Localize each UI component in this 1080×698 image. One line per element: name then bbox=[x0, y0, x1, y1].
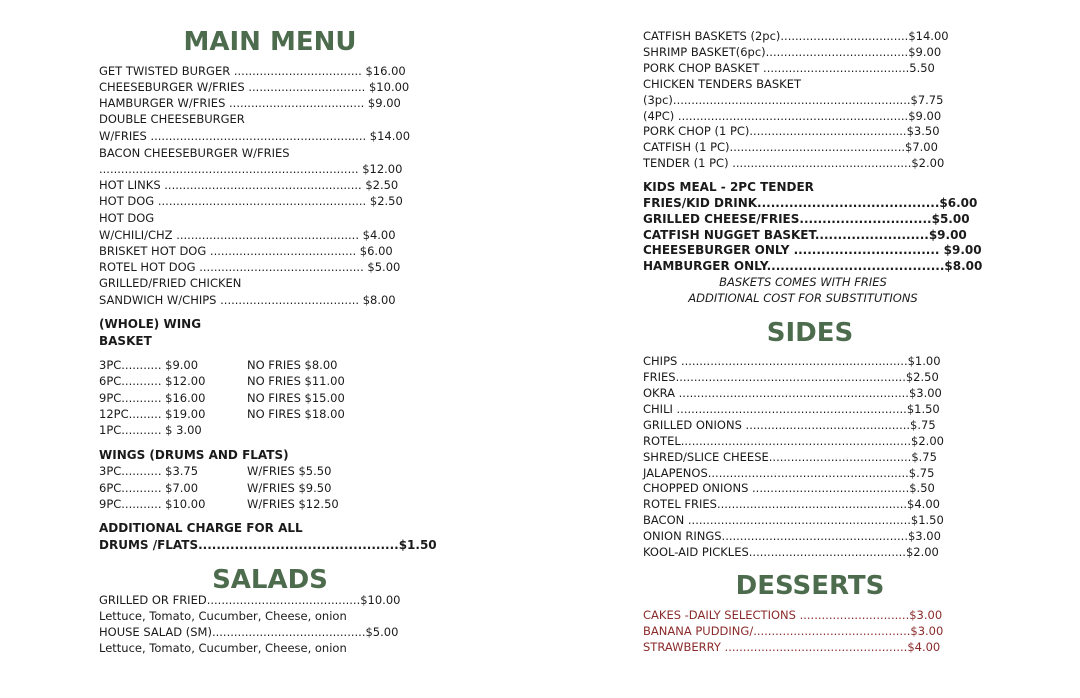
side-item: GRILLED ONIONS .............................................$.75 bbox=[643, 418, 936, 432]
basket-item: CATFISH BASKETS (2pc)...................................$14.00 bbox=[643, 29, 949, 43]
side-item: CHILI ...............................................................$1.50 bbox=[643, 402, 940, 416]
sides-heading: SIDES bbox=[766, 318, 854, 348]
menu-item: HOT DOG ......................................................... $2.50 bbox=[99, 194, 403, 208]
wing-price: 12PC......... $19.00 bbox=[99, 407, 206, 421]
whole-wing-title: BASKET bbox=[99, 334, 152, 348]
wing-price-no-fries: NO FIRES $18.00 bbox=[247, 407, 345, 421]
side-item: FRIES...............................................................$2.50 bbox=[643, 370, 939, 384]
kids-meal-item: CHEESEBURGER ONLY ................................ $9.00 bbox=[643, 243, 982, 257]
wing-price: 1PC........... $ 3.00 bbox=[99, 423, 202, 437]
side-item: SHRED/SLICE CHEESE.......................................$.75 bbox=[643, 450, 937, 464]
basket-item: CATFISH (1 PC)................................................$7.00 bbox=[643, 140, 938, 154]
note-text: BASKETS COMES WITH FRIES bbox=[719, 275, 887, 289]
note-text: ADDITIONAL COST FOR SUBSTITUTIONS bbox=[688, 291, 918, 305]
basket-item: (4PC) ...............................................................$9.00 bbox=[643, 109, 942, 123]
basket-item: PORK CHOP BASKET ........................................5.50 bbox=[643, 61, 935, 75]
wing-price-with-fries: W/FRIES $9.50 bbox=[247, 481, 332, 495]
salad-description: Lettuce, Tomato, Cucumber, Cheese, onion bbox=[99, 609, 347, 623]
wing-price-no-fries: NO FIRES $15.00 bbox=[247, 391, 345, 405]
kids-meal-item: GRILLED CHEESE/FRIES.............................$5.00 bbox=[643, 212, 970, 226]
salad-item: HOUSE SALAD (SM)..........................................$5.00 bbox=[99, 625, 399, 639]
side-item: CHIPS ..............................................................$1.00 bbox=[643, 354, 941, 368]
wing-price: 6PC........... $12.00 bbox=[99, 374, 206, 388]
kids-meal-title: KIDS MEAL - 2PC TENDER bbox=[643, 180, 814, 194]
wing-price: 3PC........... $9.00 bbox=[99, 358, 199, 372]
basket-item: (3pc).................................................................$7.75 bbox=[643, 93, 944, 107]
additional-charge-text: ADDITIONAL CHARGE FOR ALL bbox=[99, 521, 303, 535]
menu-item: BRISKET HOT DOG ........................................ $6.00 bbox=[99, 244, 393, 258]
wing-price: 9PC........... $16.00 bbox=[99, 391, 206, 405]
menu-item: HOT LINKS ...................................................... $2.50 bbox=[99, 178, 399, 192]
side-item: OKRA ...............................................................$3.00 bbox=[643, 386, 942, 400]
menu-item: GRILLED/FRIED CHICKEN bbox=[99, 276, 242, 290]
dessert-item: BANANA PUDDING/...........................................$3.00 bbox=[643, 624, 944, 638]
dessert-item: CAKES -DAILY SELECTIONS ..............................$3.00 bbox=[643, 608, 943, 622]
side-item: BACON .............................................................$1.50 bbox=[643, 513, 944, 527]
basket-item: PORK CHOP (1 PC)...........................................$3.50 bbox=[643, 124, 940, 138]
wing-price-with-fries: W/FRIES $5.50 bbox=[247, 464, 332, 478]
side-item: KOOL-AID PICKLES...........................................$2.00 bbox=[643, 545, 939, 559]
kids-meal-item: CATFISH NUGGET BASKET.........................$9.00 bbox=[643, 228, 967, 242]
basket-item: CHICKEN TENDERS BASKET bbox=[643, 77, 802, 91]
menu-item: ....................................................................... $12.00 bbox=[99, 162, 403, 176]
menu-item: DOUBLE CHEESEBURGER bbox=[99, 112, 245, 126]
wing-price: 6PC........... $7.00 bbox=[99, 481, 199, 495]
menu-item: SANDWICH W/CHIPS ...................................... $8.00 bbox=[99, 293, 396, 307]
menu-item: HOT DOG bbox=[99, 211, 155, 225]
wing-price-no-fries: NO FRIES $11.00 bbox=[247, 374, 345, 388]
salads-heading: SALADS bbox=[212, 565, 328, 595]
kids-meal-item: HAMBURGER ONLY.......................................$8.00 bbox=[643, 259, 983, 273]
menu-item: W/FRIES ........................................................... $14.00 bbox=[99, 129, 411, 143]
whole-wing-title: (WHOLE) WING bbox=[99, 317, 202, 331]
wing-price: 3PC........... $3.75 bbox=[99, 464, 199, 478]
side-item: ROTEL...............................................................$2.00 bbox=[643, 434, 944, 448]
wing-price-with-fries: W/FRIES $12.50 bbox=[247, 497, 339, 511]
main-menu-heading: MAIN MENU bbox=[183, 27, 357, 57]
wing-price-no-fries: NO FRIES $8.00 bbox=[247, 358, 338, 372]
side-item: JALAPENOS.......................................................$.75 bbox=[643, 466, 935, 480]
menu-item: GET TWISTED BURGER ................................... $16.00 bbox=[99, 64, 406, 78]
dessert-item: STRAWBERRY ..................................................$4.00 bbox=[643, 640, 941, 654]
side-item: CHOPPED ONIONS ...........................................$.50 bbox=[643, 481, 935, 495]
additional-charge-price: DRUMS /FLATS............................................$1.50 bbox=[99, 538, 437, 552]
menu-item: BACON CHEESEBURGER W/FRIES bbox=[99, 146, 290, 160]
menu-item: HAMBURGER W/FRIES ..................................... $9.00 bbox=[99, 96, 401, 110]
menu-item: ROTEL HOT DOG ............................................. $5.00 bbox=[99, 260, 401, 274]
kids-meal-item: FRIES/KID DRINK........................................$6.00 bbox=[643, 196, 978, 210]
basket-item: SHRIMP BASKET(6pc).......................................$9.00 bbox=[643, 45, 942, 59]
side-item: ONION RINGS...................................................$3.00 bbox=[643, 529, 941, 543]
salad-description: Lettuce, Tomato, Cucumber, Cheese, onion bbox=[99, 641, 347, 655]
wings-drums-title: WINGS (DRUMS AND FLATS) bbox=[99, 448, 289, 462]
side-item: ROTEL FRIES....................................................$4.00 bbox=[643, 497, 940, 511]
wing-price: 9PC........... $10.00 bbox=[99, 497, 206, 511]
desserts-heading: DESSERTS bbox=[735, 571, 885, 601]
menu-item: W/CHILI/CHZ .................................................. $4.00 bbox=[99, 228, 396, 242]
salad-item: GRILLED OR FRIED..........................................$10.00 bbox=[99, 593, 401, 607]
menu-item: CHEESEBURGER W/FRIES ................................ $10.00 bbox=[99, 80, 410, 94]
basket-item: TENDER (1 PC) .................................................$2.00 bbox=[643, 156, 945, 170]
